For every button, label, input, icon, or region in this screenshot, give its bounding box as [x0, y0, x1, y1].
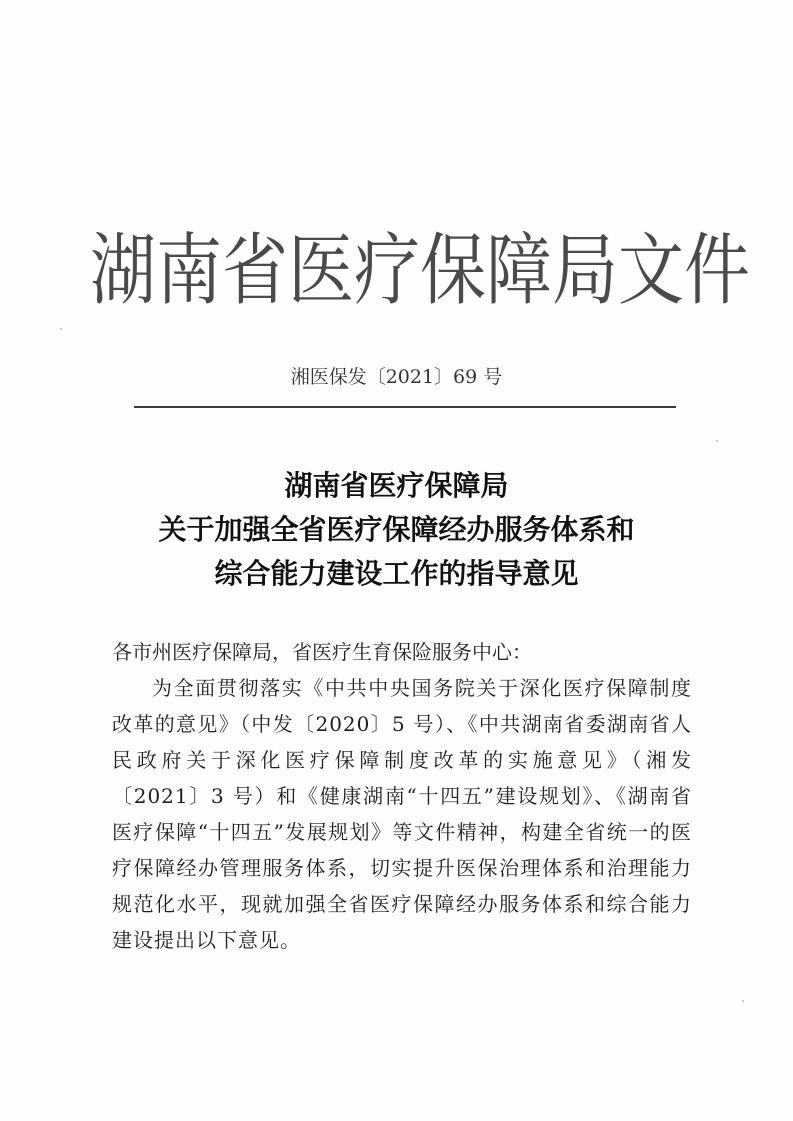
scan-speck: [716, 440, 718, 442]
body-paragraph: 为全面贯彻落实《中共中央国务院关于深化医疗保障制度改革的意见》（中发〔2020〕5 号）、《中共湖南省委湖南省人民政府关于深化医疗保障制度改革的实施意见》（湘发〔2021〕3 号）和《健康湖南“十四五”建设规划》、《湖南省医疗保障“十四五”发展规划》等文件精神，构建全省统一的医疗保障经办管理服务体系，切实提升医保治理体系和治理能力规范化水平，现就加强全省医疗保障经办服务体系和综合能力建设提出以下意见。: [112, 676, 692, 952]
salutation: 各市州医疗保障局，省医疗生育保险服务中心：: [112, 640, 532, 664]
title-line-2: 关于加强全省医疗保障经办服务体系和: [158, 513, 635, 546]
header-divider: [134, 406, 676, 408]
document-body: [112, 634, 692, 958]
document-title: [0, 464, 793, 596]
scan-speck: [742, 1000, 744, 1002]
title-line-3: 综合能力建设工作的指导意见: [214, 557, 579, 590]
document-number: 湘医保发〔2021〕69 号: [290, 366, 503, 388]
title-line-1: 湖南省医疗保障局: [284, 469, 509, 502]
scan-speck: [60, 328, 62, 330]
issuer-header: 湖南省医疗保障局文件: [90, 224, 750, 316]
